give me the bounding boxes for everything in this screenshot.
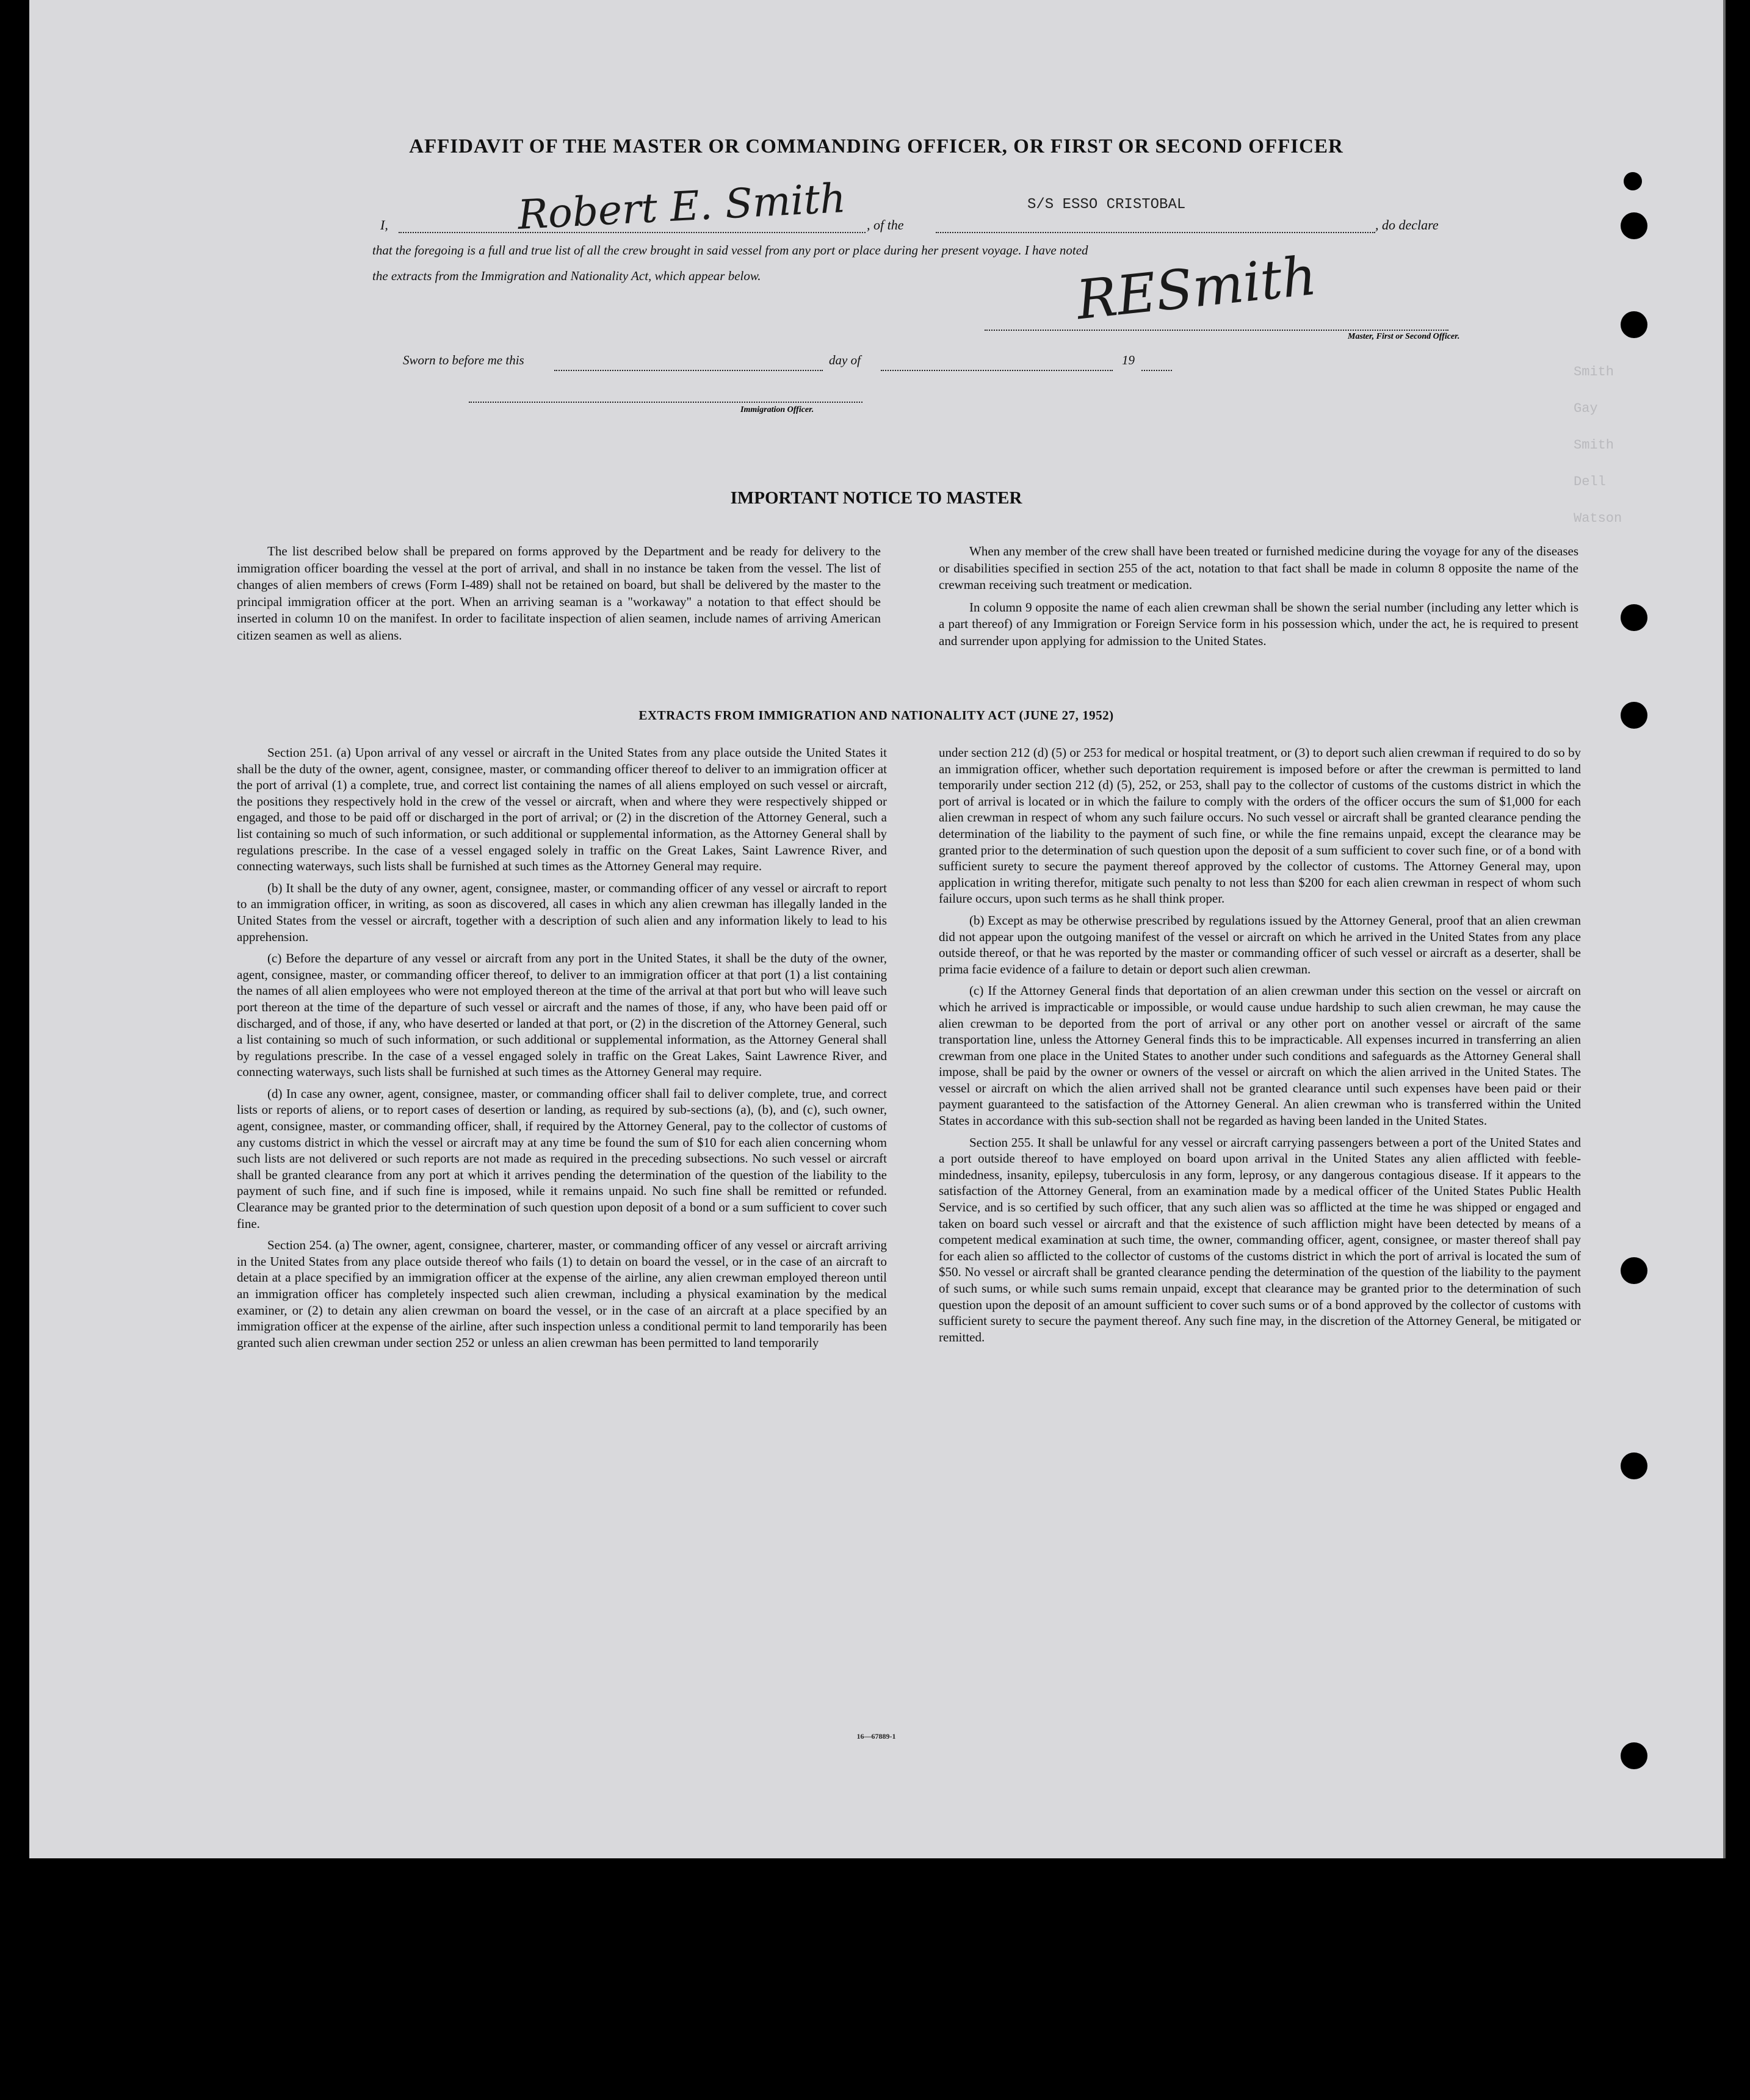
master-name-handwritten: Robert E. Smith	[516, 174, 847, 239]
extracts-right-column	[939, 745, 1581, 1351]
month-line	[881, 352, 1113, 371]
i-label: I,	[380, 217, 388, 233]
notice-left-column	[237, 543, 881, 649]
punch-hole	[1621, 1257, 1647, 1284]
master-signature: RESmith	[1073, 244, 1320, 332]
notice-right-paragraph-1: When any member of the crew shall have been treated or furnished medicine during the voyage for any of the diseases or disabilities specified in section 255 of the act, notation to that fact shall be made in column 8 opposite the name of the crewman receiving such treatment or medication.	[939, 544, 1578, 592]
declaration-line-1: that the foregoing is a full and true list of all the crew brought in said vessel from any port or place during her present voyage. I have noted	[372, 243, 1088, 258]
master-caption: Master, First or Second Officer.	[1348, 332, 1460, 341]
year-line	[1141, 352, 1172, 371]
notice-right-column	[939, 543, 1578, 655]
vessel-name: S/S ESSO CRISTOBAL	[1027, 197, 1186, 213]
punch-hole	[1621, 1452, 1647, 1479]
section-251-d: (d) In case any owner, agent, consignee, master, or commanding officer shall fail to deliver complete, true, and correct lists or reports of aliens, or to report cases of desertion or landing, as required by sub-sections (a), (b), and (c), such owner, agent, consignee, master, or commanding officer, shall, if required by the Attorney General, pay to the collector of customs of any customs district in which the vessel or aircraft may at any time be found the sum of $10 for each alien concerning whom such lists are not delivered or such reports are not made as required in the preceding subsections. No such vessel or aircraft shall be granted clearance from any port at which it arrives pending the determination of the question of the liability to the payment of such fine, and if such fine is imposed, while it remains unpaid. No such fine shall be remitted or refunded. Clearance may be granted prior to the determination of such question upon deposit of a bond or a sum sufficient to cover such fine.	[237, 1086, 887, 1231]
punch-hole	[1621, 604, 1647, 631]
officer-line	[469, 383, 862, 403]
notice-right-paragraph-2: In column 9 opposite the name of each alien crewman shall be shown the serial number (including any letter which is a part thereof) of any Immigration or Foreign Service form in his possession which, under the act, he is required to present and surrender upon applying for admission to the United States.	[939, 599, 1578, 648]
officer-caption: Immigration Officer.	[740, 405, 814, 414]
section-255: Section 255. It shall be unlawful for any vessel or aircraft carrying passengers between a port of the United States and a port outside thereof to have employed on board upon arrival in the United States any alien afflicted with feeble-mindedness, insanity, epilepsy, tuberculosis in any form, leprosy, or any dangerous contagious disease. If it appears to the satisfaction of the Attorney General, from an examination made by a medical officer of the United States Public Health Service, and is so certified by such officer, that any such alien was so afflicted at the time he was shipped or engaged and taken on board such vessel or aircraft and that the existence of such affliction might have been detected by means of a competent medical examination at such time, the owner, commanding officer, agent, consignee, or master thereof shall pay for each alien so afflicted to the collector of customs of the customs district in which the port of arrival is located the sum of $50. No vessel or aircraft shall be granted clearance pending the determination of the question of the liability to the payment of such sums, or while such sums remain unpaid, except that clearance may be granted prior to the determination of such question upon the deposit of an amount sufficient to cover such sums or of a bond approved by the collector of customs with sufficient surety to secure the payment thereof. Any such fine may, in the discretion of the Attorney General, be mitigated or remitted.	[939, 1135, 1581, 1344]
section-251-a: Section 251. (a) Upon arrival of any vessel or aircraft in the United States from any place outside the United States it shall be the duty of the owner, agent, consignee, master, or commanding officer thereof to deliver to an immigration officer at the port of arrival (1) a complete, true, and correct list containing the names of all aliens employed on such vessel or aircraft, the positions they respectively hold in the crew of the vessel or aircraft, when and where they were respectively shipped or engaged, and those to be paid off or discharged in the port of arrival; or (2) in the discretion of the Attorney General, such a list containing so much of such information, or such additional or supplemental information, as the Attorney General shall by regulations prescribe. In the case of a vessel engaged solely in traffic on the Great Lakes, Saint Lawrence River, and connecting waterways, such lists shall be furnished at such times as the Attorney General may require.	[237, 745, 887, 874]
extracts-left-column	[237, 745, 887, 1356]
punch-hole	[1621, 212, 1647, 239]
year-prefix: 19	[1122, 353, 1135, 367]
show-through-text: Smith Gay Smith Dell Watson	[1574, 364, 1622, 526]
of-the-label: , of the	[867, 217, 904, 233]
affidavit-title: AFFIDAVIT OF THE MASTER OR COMMANDING OFFICER, OR FIRST OR SECOND OFFICER	[409, 135, 1343, 157]
section-254-b: (b) Except as may be otherwise prescribed by regulations issued by the Attorney General, proof that an alien crewman did not appear upon the outgoing manifest of the vessel or aircraft on which he arrived in the United States from any place outside thereof, or that he was reported by the master or commanding officer of such vessel or aircraft as a deserter, shall be prima facie evidence of a failure to detain or deport such alien crewman.	[939, 912, 1581, 976]
sworn-day-line	[554, 352, 823, 371]
section-254-c: (c) If the Attorney General finds that deportation of an alien crewman under this section on the vessel or aircraft on which he arrived is impracticable or impossible, or would cause undue hardship to such alien crewman, he may cause the alien crewman to be deported from the port of arrival or any other port on another vessel or aircraft of the same transportation line, unless the Attorney General finds this to be impracticable. All expenses incurred in transferring an alien crewman from one place in the United States to another under such conditions and safeguards as the Attorney General shall impose, shall be paid by the owner or owners of the vessel or aircraft on which the alien arrived in the United States. The vessel or aircraft on which the alien arrived shall not be granted clearance until such expenses have been paid or their payment guaranteed to the satisfaction of the Attorney General. An alien crewman who is transferred within the United States in accordance with this sub-section shall not be regarded as having been landed in the United States.	[939, 983, 1581, 1128]
extracts-title: EXTRACTS FROM IMMIGRATION AND NATIONALITY ACT (JUNE 27, 1952)	[638, 708, 1114, 723]
section-254-a-continued: under section 212 (d) (5) or 253 for medical or hospital treatment, or (3) to deport such alien crewman if required to do so by an immigration officer, whether such deportation requirement is imposed before or after the crewman is permitted to land temporarily under section 212 (d) (5), 252, or 253, shall pay to the collector of customs of the customs district in which the port of arrival is located or in which the failure to comply with the orders of the officer occurs the sum of $1,000 for each alien crewman in respect of whom any such failure occurs. No such vessel or aircraft shall be granted clearance pending the determination of the liability to the payment of such fine, or while the fine remains unpaid, except the clearance may be granted prior to the determination of such question upon the deposit of a sum sufficient to cover such fine, or of a bond with sufficient surety to secure the payment thereof approved by the collector of customs. The Attorney General may, upon application in writing therefor, mitigate such penalty to not less than $200 for each alien crewman in respect of whom such failure occurs, upon such terms as he shall think proper.	[939, 745, 1581, 906]
declaration-line-2: the extracts from the Immigration and Nationality Act, which appear below.	[372, 269, 761, 283]
section-251-c: (c) Before the departure of any vessel or aircraft from any port in the United States, it shall be the duty of the owner, agent, consignee, master, or commanding officer thereof, to deliver to an immigration officer at that port (1) a list containing the names of all alien employees who were not employed thereon at the time of the arrival at that port but who will leave such port thereon at the time of the departure of such vessel or aircraft and the names of those, if any, who have been paid off or discharged, and of those, if any, who have deserted or landed at that port, or (2) in the discretion of the Attorney General, such a list containing so much of such information, or such additional or supplemental information, as the Attorney General shall by regulations prescribe. In the case of a vessel engaged solely in traffic on the Great Lakes, Saint Lawrence River, and connecting waterways, such lists shall be furnished at such times as the Attorney General may require.	[237, 951, 887, 1080]
notice-left-paragraph: The list described below shall be prepared on forms approved by the Department and be ready for delivery to the immigration officer boarding the vessel at the port of arrival, and shall in no instance be taken from the vessel. The list of changes of alien members of crews (Form I-489) shall not be retained on board, but shall be delivered by the master to the principal immigration officer at the port. When an arriving seaman is a "workaway" a notation to that effect should be inserted in column 10 on the manifest. In order to facilitate inspection of alien seamen, include names of arriving American citizen seamen as well as aliens.	[237, 544, 881, 643]
punch-hole	[1621, 1742, 1647, 1769]
vessel-line	[936, 214, 1375, 233]
punch-hole	[1621, 311, 1647, 338]
document-page	[29, 0, 1726, 1858]
notice-title: IMPORTANT NOTICE TO MASTER	[730, 488, 1022, 508]
sworn-label: Sworn to before me this	[403, 353, 524, 367]
punch-hole	[1624, 172, 1642, 190]
signature-line	[985, 311, 1448, 331]
day-of-label: day of	[829, 353, 861, 367]
section-251-b: (b) It shall be the duty of any owner, agent, consignee, master, or commanding officer of any vessel or aircraft to report to an immigration officer, in writing, as soon as discovered, all cases in which any alien crewman has illegally landed in the United States from the vessel or aircraft, together with a description of such alien and any information likely to lead to his apprehension.	[237, 880, 887, 944]
form-code: 16—67889-1	[856, 1732, 896, 1741]
section-254-a: Section 254. (a) The owner, agent, consignee, charterer, master, or commanding officer of any vessel or aircraft arriving in the United States from any place outside thereof who fails (1) to detain on board the vessel, or in the case of an aircraft to detain at a place specified by an immigration officer at the expense of the airline, any alien crewman employed thereon until an immigration officer has completely inspected such alien crewman, including a physical examination by the medical examiner, or (2) to detain any alien crewman on board the vessel, or in the case of an aircraft at a place specified by an immigration officer at the expense of the airline, after such inspection unless a conditional permit to land temporarily has been granted such alien crewman under section 252 or unless an alien crewman has been permitted to land temporarily	[237, 1238, 887, 1350]
do-declare-label: , do declare	[1375, 217, 1439, 233]
